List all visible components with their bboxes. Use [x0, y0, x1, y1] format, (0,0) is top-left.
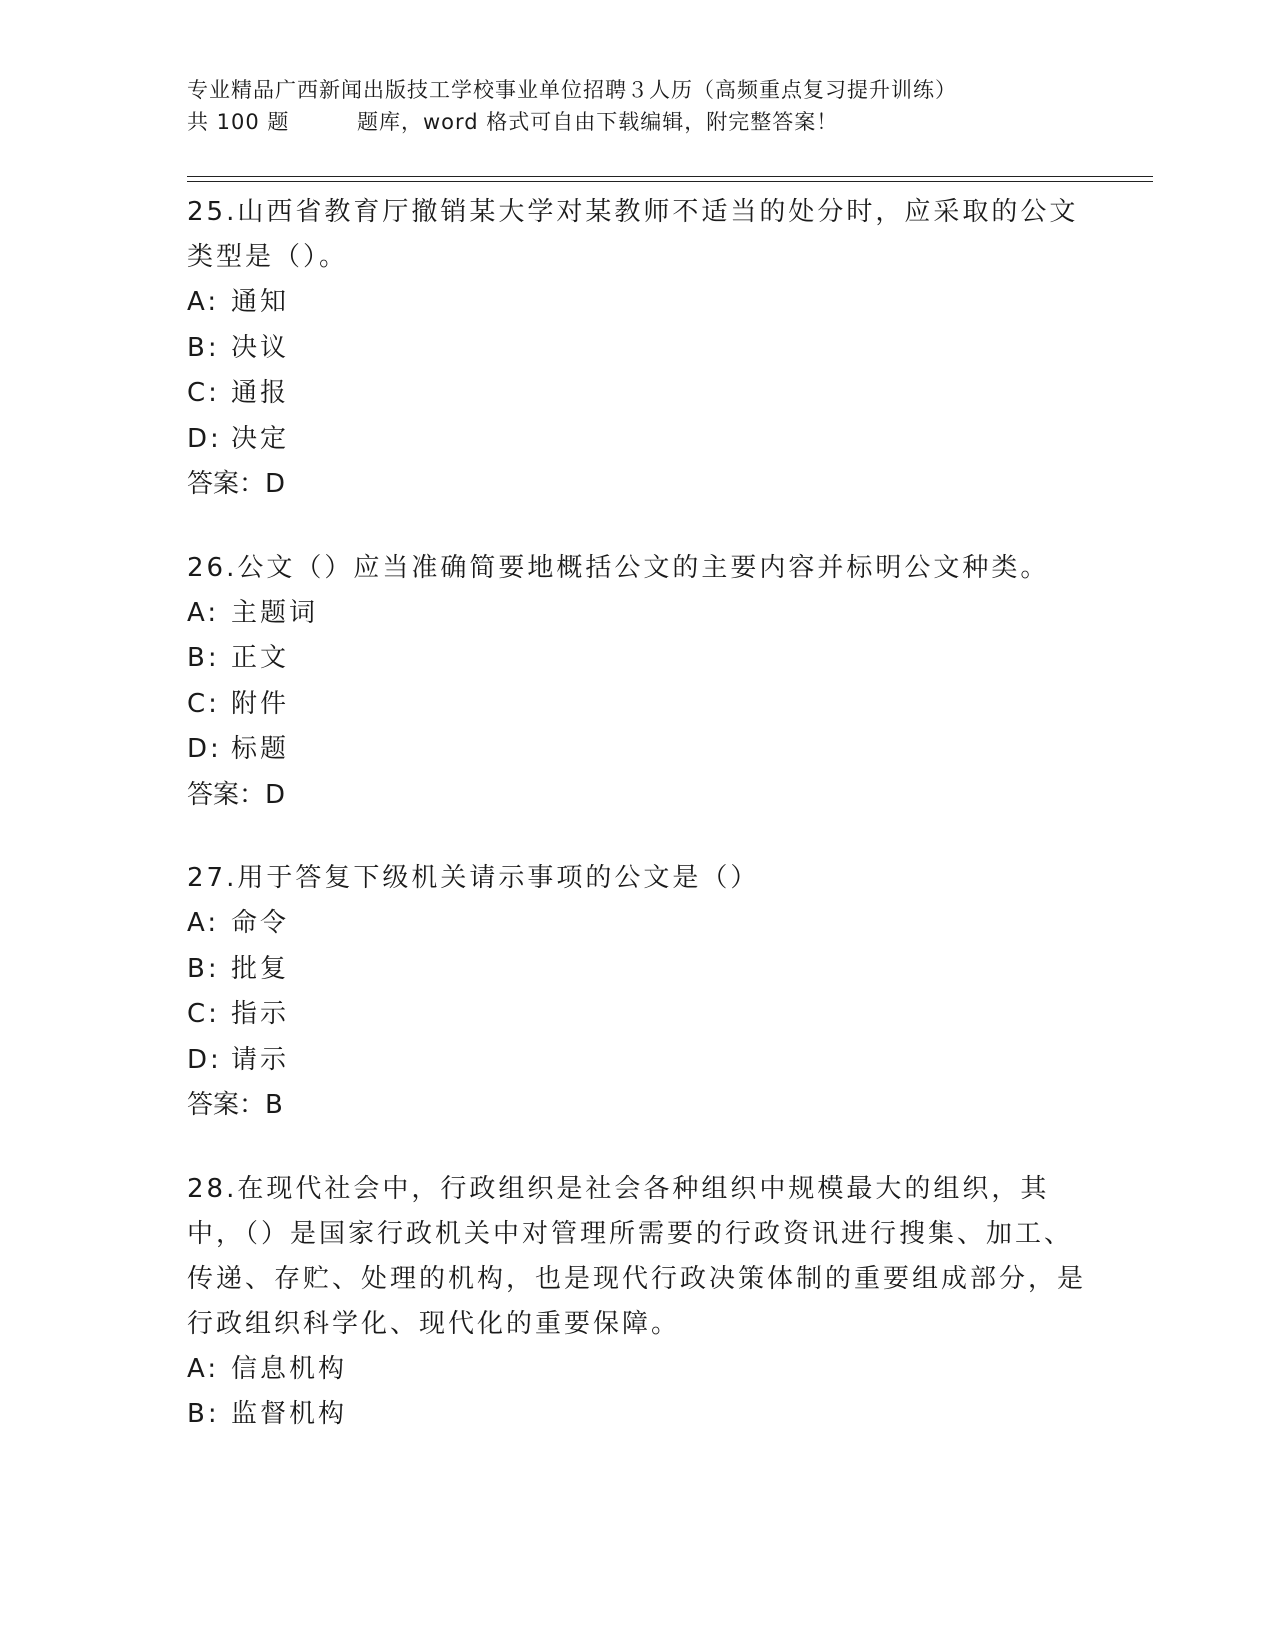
- option-text: 通知: [231, 287, 290, 317]
- option-text: 通报: [231, 378, 290, 408]
- option-c: [187, 371, 1087, 417]
- document-header: [187, 74, 1147, 138]
- option-text: 附件: [231, 688, 290, 719]
- question-stem: 25.山西省教育厅撤销某大学对某教师不适当的处分时，应采取的公文类型是（）。: [187, 197, 1079, 272]
- option-text: 标题: [231, 734, 290, 764]
- question-stem: 27.用于答复下级机关请示事项的公文是（）: [187, 863, 760, 893]
- question-28: [187, 1167, 1087, 1438]
- option-d: [187, 727, 1087, 773]
- option-text: 主题词: [231, 597, 319, 628]
- option-d: [187, 1038, 1087, 1084]
- header-title: 专业精品广西新闻出版技工学校事业单位招聘３人历（高频重点复习提升训练）: [187, 78, 957, 102]
- answer: 答案：D: [187, 469, 286, 499]
- option-text: 批复: [231, 953, 290, 984]
- option-key: B:: [187, 953, 220, 984]
- option-key: C:: [187, 999, 220, 1029]
- option-key: A:: [187, 908, 220, 938]
- answer: 答案：D: [187, 779, 286, 810]
- header-rule-bottom: [187, 181, 1153, 182]
- option-text: 决议: [231, 332, 290, 363]
- option-text: 请示: [231, 1044, 290, 1075]
- option-key: D:: [187, 1044, 222, 1075]
- question-26: [187, 546, 1087, 819]
- option-key: D:: [187, 423, 222, 454]
- question-list: [187, 190, 1087, 1476]
- option-a: [187, 591, 1087, 637]
- option-text: 正文: [231, 643, 290, 673]
- header-description: 题库，word 格式可自由下载编辑，附完整答案！: [357, 110, 839, 134]
- option-key: C:: [187, 378, 220, 408]
- option-b: [187, 1392, 1087, 1438]
- option-key: B:: [187, 1399, 220, 1429]
- option-text: 命令: [231, 908, 290, 938]
- option-c: [187, 992, 1087, 1038]
- question-stem: 28.在现代社会中，行政组织是社会各种组织中规模最大的组织，其中，（）是国家行政机关中对管理所需要的行政资讯进行搜集、加工、传递、存贮、处理的机构，也是现代行政决策体制的重要组成部分，是行政组织科学化、现代化的重要保障。: [187, 1173, 1087, 1339]
- option-a: [187, 280, 1087, 326]
- option-b: [187, 947, 1087, 993]
- option-a: [187, 1347, 1087, 1393]
- option-key: A:: [187, 287, 220, 317]
- answer: 答案：B: [187, 1090, 283, 1120]
- option-key: A:: [187, 597, 220, 628]
- question-25: [187, 190, 1087, 508]
- option-text: 指示: [231, 999, 290, 1029]
- option-a: [187, 901, 1087, 947]
- question-27: [187, 856, 1087, 1129]
- option-b: [187, 326, 1087, 372]
- option-key: A:: [187, 1353, 220, 1384]
- option-key: C:: [187, 688, 220, 719]
- option-text: 监督机构: [231, 1399, 348, 1429]
- option-b: [187, 636, 1087, 682]
- option-key: B:: [187, 643, 220, 673]
- option-key: B:: [187, 332, 220, 363]
- header-subtitle: [187, 106, 1147, 138]
- option-key: D:: [187, 734, 222, 764]
- question-count: 共 100 题: [187, 110, 290, 134]
- option-c: [187, 682, 1087, 728]
- option-d: [187, 417, 1087, 463]
- question-stem: 26.公文（）应当准确简要地概括公文的主要内容并标明公文种类。: [187, 552, 1050, 583]
- header-rule-top: [187, 176, 1153, 177]
- option-text: 决定: [231, 423, 290, 454]
- option-text: 信息机构: [231, 1353, 348, 1384]
